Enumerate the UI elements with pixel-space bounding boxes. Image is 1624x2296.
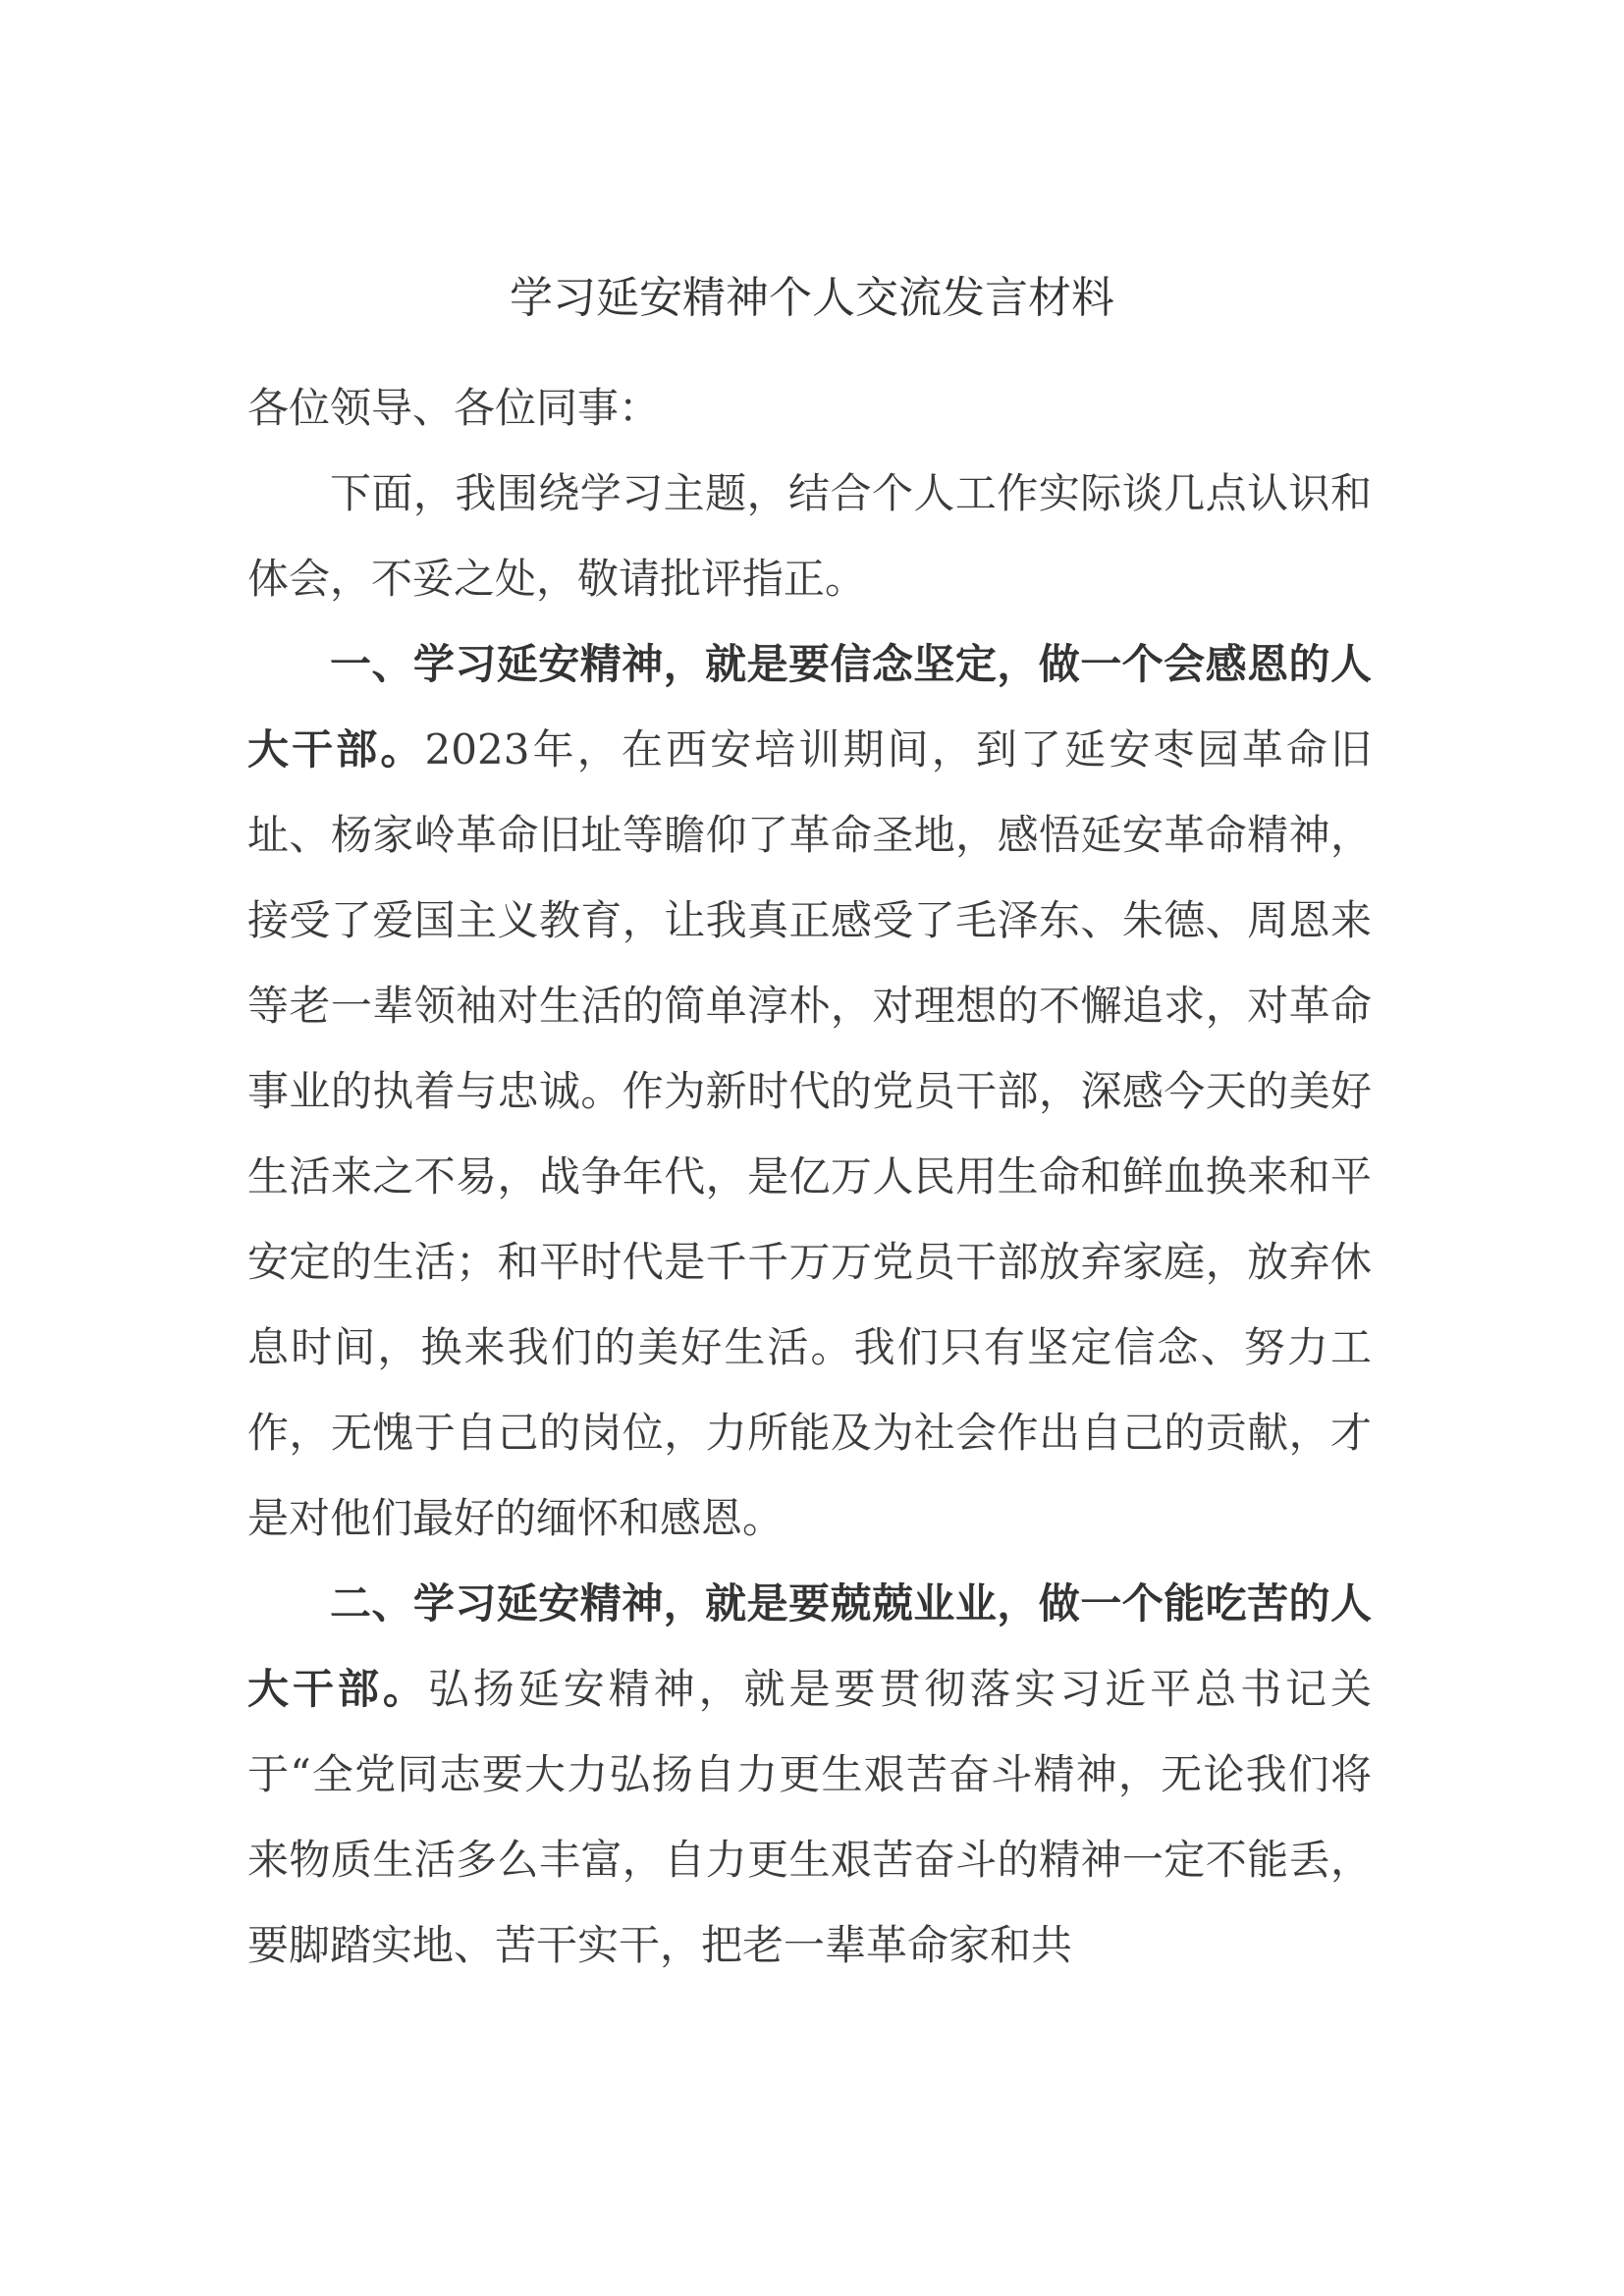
section-2-paragraph bbox=[247, 1561, 1372, 1988]
section-1-heading: 一、学习延安精神，就是要信念坚定，做一个会感恩的人大干部。 bbox=[247, 640, 1372, 774]
section-2-text: 弘扬延安精神，就是要贯彻落实习近平总书记关于“全党同志要大力弘扬自力更生艰苦奋斗精神，无论我们将来物质生活多么丰富，自力更生艰苦奋斗的精神一定不能丢，要脚踏实地、苦干实干，把老一辈革命家和共 bbox=[247, 1665, 1372, 1969]
section-1-paragraph bbox=[247, 621, 1372, 1561]
section-2-heading: 二、学习延安精神，就是要兢兢业业，做一个能吃苦的人大干部。 bbox=[247, 1579, 1372, 1713]
intro-paragraph: 下面，我围绕学习主题，结合个人工作实际谈几点认识和体会，不妥之处，敬请批评指正。 bbox=[247, 469, 1372, 603]
section-1-text: 2023年，在西安培训期间，到了延安枣园革命旧址、杨家岭革命旧址等瞻仰了革命圣地，感悟延安革命精神，接受了爱国主义教育，让我真正感受了毛泽东、朱德、周恩来等老一辈领袖对生活的简单淳朴，对理想的不懈追求，对革命事业的执着与忠诚。作为新时代的党员干部，深感今天的美好生活来之不易，战争年代，是亿万人民用生命和鲜血换来和平安定的生活；和平时代是千千万万党员干部放弃家庭，放弃休息时间，换来我们的美好生活。我们只有坚定信念、努力工作，无愧于自己的岗位，力所能及为社会作出自己的贡献，才是对他们最好的缅怀和感恩。 bbox=[247, 725, 1372, 1542]
document-title: 学习延安精神个人交流发言材料 bbox=[510, 273, 1114, 323]
salutation: 各位领导、各位同事： bbox=[247, 384, 661, 432]
document-body bbox=[247, 365, 1372, 1988]
